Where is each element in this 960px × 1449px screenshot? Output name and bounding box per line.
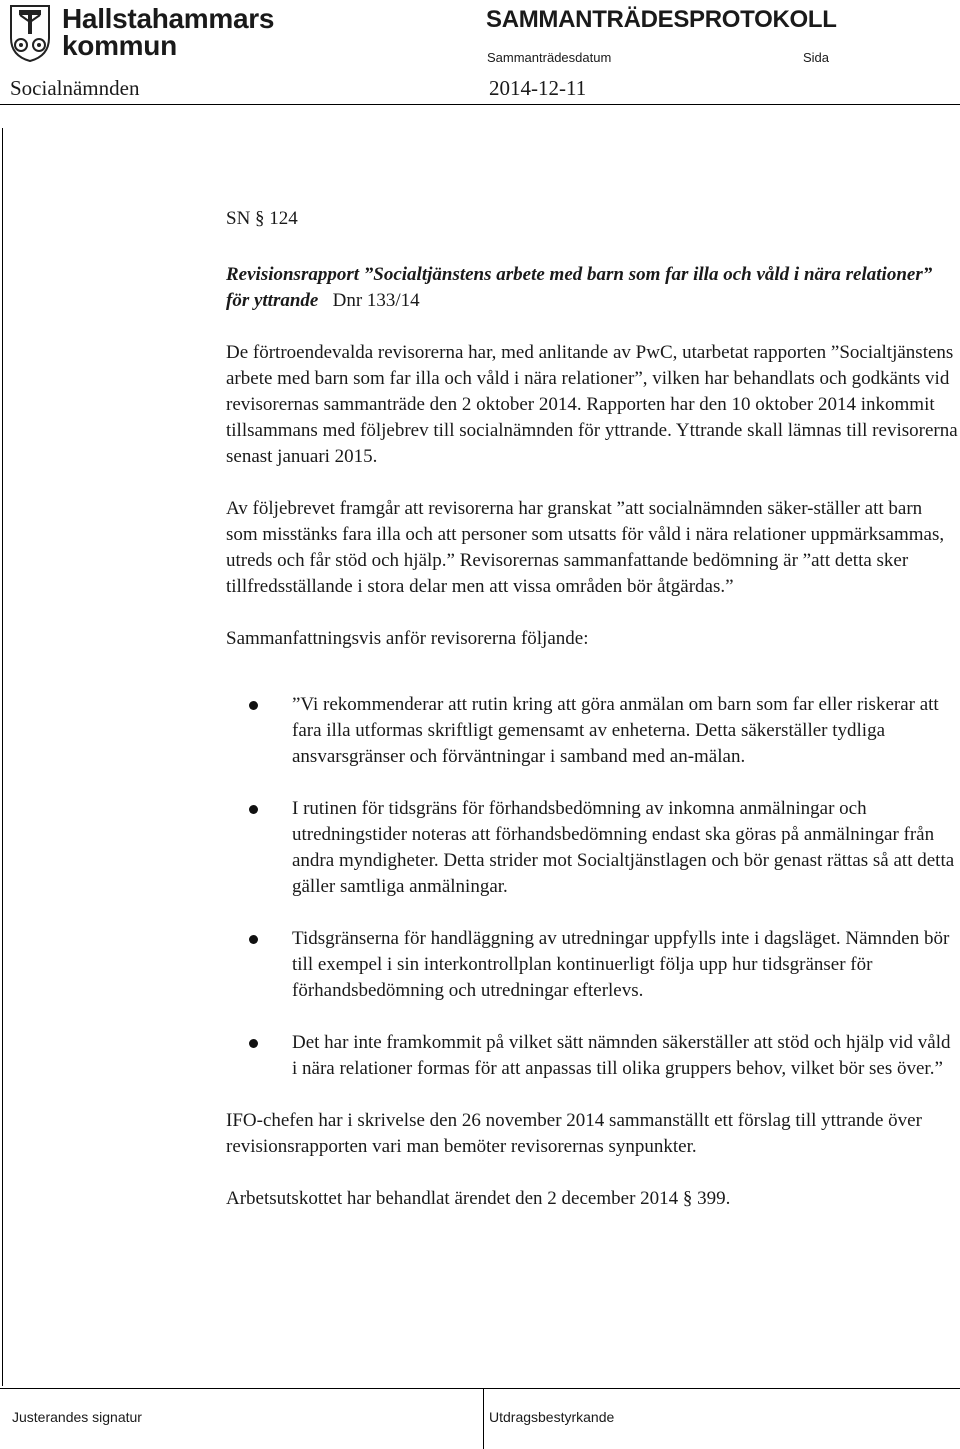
list-item xyxy=(226,926,958,1004)
meeting-date: 2014-12-11 xyxy=(489,76,587,100)
municipal-coat-of-arms-icon xyxy=(10,4,50,62)
paragraph: IFO-chefen har i skrivelse den 26 november 2014 sammanställt ett förslag till yttrande över revisionsrapporten vari man bemöter revisorernas synpunkter. xyxy=(226,1110,922,1157)
list-item xyxy=(226,1030,958,1082)
list-item-text: I rutinen för tidsgräns för förhandsbedömning av inkomna anmälningar och utredningstider noteras att förhandsbedömning endast ska göras på anmälningar från andra myndigheter. Detta strider mot Socialtjänstlagen och bör genast rättas så att detta gäller samtliga anmälningar. xyxy=(292,798,955,897)
bullet-icon xyxy=(249,935,258,944)
margin-rule xyxy=(2,128,3,1386)
list-item xyxy=(226,692,958,770)
list-item xyxy=(226,796,958,900)
header-divider xyxy=(0,104,960,105)
org-name-line1: Hallstahammars xyxy=(62,3,275,34)
list-item-text: ”Vi rekommenderar att rutin kring att göra anmälan om barn som far eller riskerar att fara illa utformas skriftligt gemensamt av enheterna. Detta säkerställer tydliga ansvarsgränser och förväntningar i samband med an-mälan. xyxy=(292,694,939,767)
section-heading xyxy=(226,262,958,314)
summary-intro: Sammanfattningsvis anför revisorerna följande: xyxy=(226,628,589,649)
footer-divider-top xyxy=(0,1388,960,1389)
bullet-icon xyxy=(249,701,258,710)
list-item-text: Det har inte framkommit på vilket sätt nämnden säkerställer att stöd och hjälp vid våld i nära relationer formas för att anpassas till olika gruppers behov, vilket bör ses över.” xyxy=(292,1032,951,1079)
list-item-text: Tidsgränserna för handläggning av utredningar uppfylls inte i dagsläget. Nämnden bör till exempel i sin interkontrollplan kontinuerligt följa upp hur tidsgränser för förhandsbedömning och utredningar efterlevs. xyxy=(292,928,950,1001)
document-title: SAMMANTRÄDESPROTOKOLL xyxy=(486,6,837,33)
section-number: SN § 124 xyxy=(226,208,298,229)
committee-name: Socialnämnden xyxy=(10,76,140,100)
diary-number: Dnr 133/14 xyxy=(332,290,420,311)
bullet-icon xyxy=(249,1039,258,1048)
org-name-line2: kommun xyxy=(62,30,177,61)
extract-certification-label: Utdragsbestyrkande xyxy=(489,1409,615,1425)
meeting-date-label: Sammanträdesdatum xyxy=(487,50,612,65)
paragraph: De förtroendevalda revisorerna har, med anlitande av PwC, utarbetat rapporten ”Socialtjänstens arbete med barn som far illa och våld i nära relationer”, vilken har behandlats och godkänts vid revisorernas sammanträde den 2 oktober 2014. Rapporten har den 10 oktober 2014 inkommit tillsammans med följebrev till socialnämnden för yttrande. Yttrande skall lämnas till revisorerna senast januari 2015. xyxy=(226,342,958,467)
protocol-body xyxy=(226,206,958,1212)
section-title: Revisionsrapport ”Socialtjänstens arbete med barn som far illa och våld i nära relationer” för yttrande xyxy=(226,264,933,311)
footer-divider-middle xyxy=(483,1388,484,1449)
paragraph: Arbetsutskottet har behandlat ärendet den 2 december 2014 § 399. xyxy=(226,1188,731,1209)
recommendation-list xyxy=(226,692,958,1082)
page-label: Sida xyxy=(803,50,830,65)
paragraph: Av följebrevet framgår att revisorerna har granskat ”att socialnämnden säker-ställer att barn som misstänks fara illa och att personer som utsatts för våld i nära relationer uppmärksammas, utreds och får stöd och hjälp.” Revisorernas sammanfattande bedömning är ”att detta sker tillfredsställande i stora delar men att vissa områden bör åtgärdas.” xyxy=(226,498,945,597)
bullet-icon xyxy=(249,805,258,814)
signature-label: Justerandes signatur xyxy=(12,1409,142,1425)
